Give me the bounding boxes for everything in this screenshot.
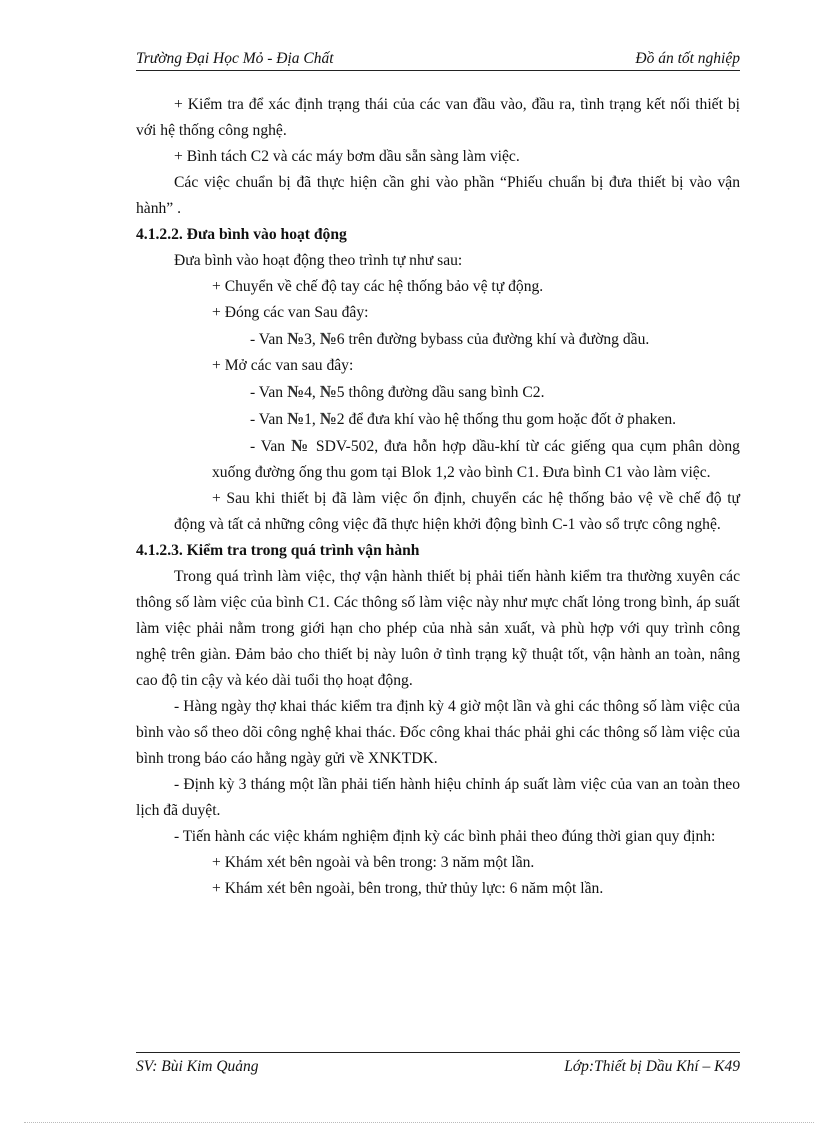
paragraph-inspection: Trong quá trình làm việc, thợ vận hành thiết bị phải tiến hành kiểm tra thường xuyên các thông số làm việc của bình C1. Các thông số làm việc này như mực chất lỏng trong bình, áp suất làm việc phải nằm trong giới hạn cho phép của nhà sản xuất, và phù hợp với quy trình công nghệ trên giàn. Đảm bảo cho thiết bị này luôn ở tình trạng kỹ thuật tốt, vận hành an toàn, nâng cao độ tin cậy và kéo dài tuổi thọ hoạt động. bbox=[136, 568, 740, 689]
number-sign: № bbox=[319, 329, 337, 348]
valve-text: 3, bbox=[304, 331, 320, 348]
valve-prefix: - Van bbox=[250, 438, 291, 455]
valve-text: 1, bbox=[304, 411, 320, 428]
list-item-open-valves: + Mở các van sau đây: bbox=[212, 357, 354, 374]
list-item-inspect-3-years: + Khám xét bên ngoài và bên trong: 3 năm một lần. bbox=[212, 854, 535, 871]
list-item-valve-sdv bbox=[136, 433, 740, 486]
header-doc-type: Đồ án tốt nghiệp bbox=[635, 50, 740, 67]
section-heading-start-vessel: 4.1.2.2. Đưa bình vào hoạt động bbox=[136, 226, 347, 243]
number-sign: № bbox=[286, 409, 305, 428]
list-item-auto-mode: + Sau khi thiết bị đã làm việc ổn định, chuyển các hệ thống bảo vệ về chế độ tự động và tất cả những công việc đã thực hiện khởi động bình C-1 vào sổ trực công nghệ. bbox=[174, 490, 740, 533]
page-footer bbox=[136, 1052, 740, 1077]
number-sign: № bbox=[290, 436, 311, 455]
footer-student: SV: Bùi Kim Quảng bbox=[136, 1058, 259, 1075]
number-sign: № bbox=[286, 329, 305, 348]
valve-prefix: - Van bbox=[250, 331, 287, 348]
valve-text: 5 thông đường dầu sang bình C2. bbox=[336, 384, 545, 401]
valve-prefix: - Van bbox=[250, 384, 287, 401]
paragraph-record-prep: Các việc chuẩn bị đã thực hiện cần ghi vào phần “Phiếu chuẩn bị đưa thiết bị vào vận hành” . bbox=[136, 174, 740, 217]
header-school: Trường Đại Học Mỏ - Địa Chất bbox=[136, 50, 334, 67]
valve-text: 6 trên đường bybass của đường khí và đường dầu. bbox=[336, 331, 650, 348]
number-sign: № bbox=[319, 382, 337, 401]
number-sign: № bbox=[319, 409, 337, 428]
list-item-valves-3-6 bbox=[136, 326, 740, 353]
paragraph-check-valves: + Kiểm tra để xác định trạng thái của các van đầu vào, đầu ra, tình trạng kết nối thiết bị với hệ thống công nghệ. bbox=[136, 96, 740, 139]
paragraph-quarterly-check: - Định kỳ 3 tháng một lần phải tiến hành hiệu chỉnh áp suất làm việc của van an toàn theo lịch đã duyệt. bbox=[136, 776, 740, 819]
paragraph-daily-check: - Hàng ngày thợ khai thác kiểm tra định kỳ 4 giờ một lần và ghi các thông số làm việc của bình vào sổ theo dõi công nghệ khai thác. Đốc công khai thác phải ghi các thông số làm việc của bình trong báo cáo hằng ngày gửi về XNKTDK. bbox=[136, 698, 740, 767]
number-sign: № bbox=[286, 382, 305, 401]
list-item-inspect-6-years: + Khám xét bên ngoài, bên trong, thử thủy lực: 6 năm một lần. bbox=[212, 880, 604, 897]
list-item-close-valves: + Đóng các van Sau đây: bbox=[212, 304, 369, 321]
paragraph-periodic-inspection: - Tiến hành các việc khám nghiệm định kỳ các bình phải theo đúng thời gian quy định: bbox=[174, 828, 716, 845]
valve-text: SDV-502, đưa hỗn hợp dầu-khí từ các giếng qua cụm phân dòng xuống đường ống thu gom tại Blok 1,2 vào bình C1. Đưa bình C1 vào làm việc. bbox=[212, 438, 740, 481]
list-item-manual-mode: + Chuyển về chế độ tay các hệ thống bảo vệ tự động. bbox=[212, 278, 544, 295]
section-heading-inspection: 4.1.2.3. Kiểm tra trong quá trình vận hành bbox=[136, 542, 420, 559]
valve-text: 2 để đưa khí vào hệ thống thu gom hoặc đốt ở phaken. bbox=[336, 411, 677, 428]
page-body bbox=[136, 92, 740, 902]
list-item-valves-4-5 bbox=[136, 379, 740, 406]
valve-text: 4, bbox=[304, 384, 320, 401]
footer-class: Lớp:Thiết bị Dầu Khí – K49 bbox=[564, 1058, 740, 1075]
list-item-valves-1-2 bbox=[136, 406, 740, 433]
paragraph-sequence-intro: Đưa bình vào hoạt động theo trình tự như sau: bbox=[174, 252, 463, 269]
paragraph-separator-ready: + Bình tách C2 và các máy bơm dầu sẵn sàng làm việc. bbox=[174, 148, 520, 165]
valve-prefix: - Van bbox=[250, 411, 287, 428]
page-header bbox=[136, 48, 740, 71]
